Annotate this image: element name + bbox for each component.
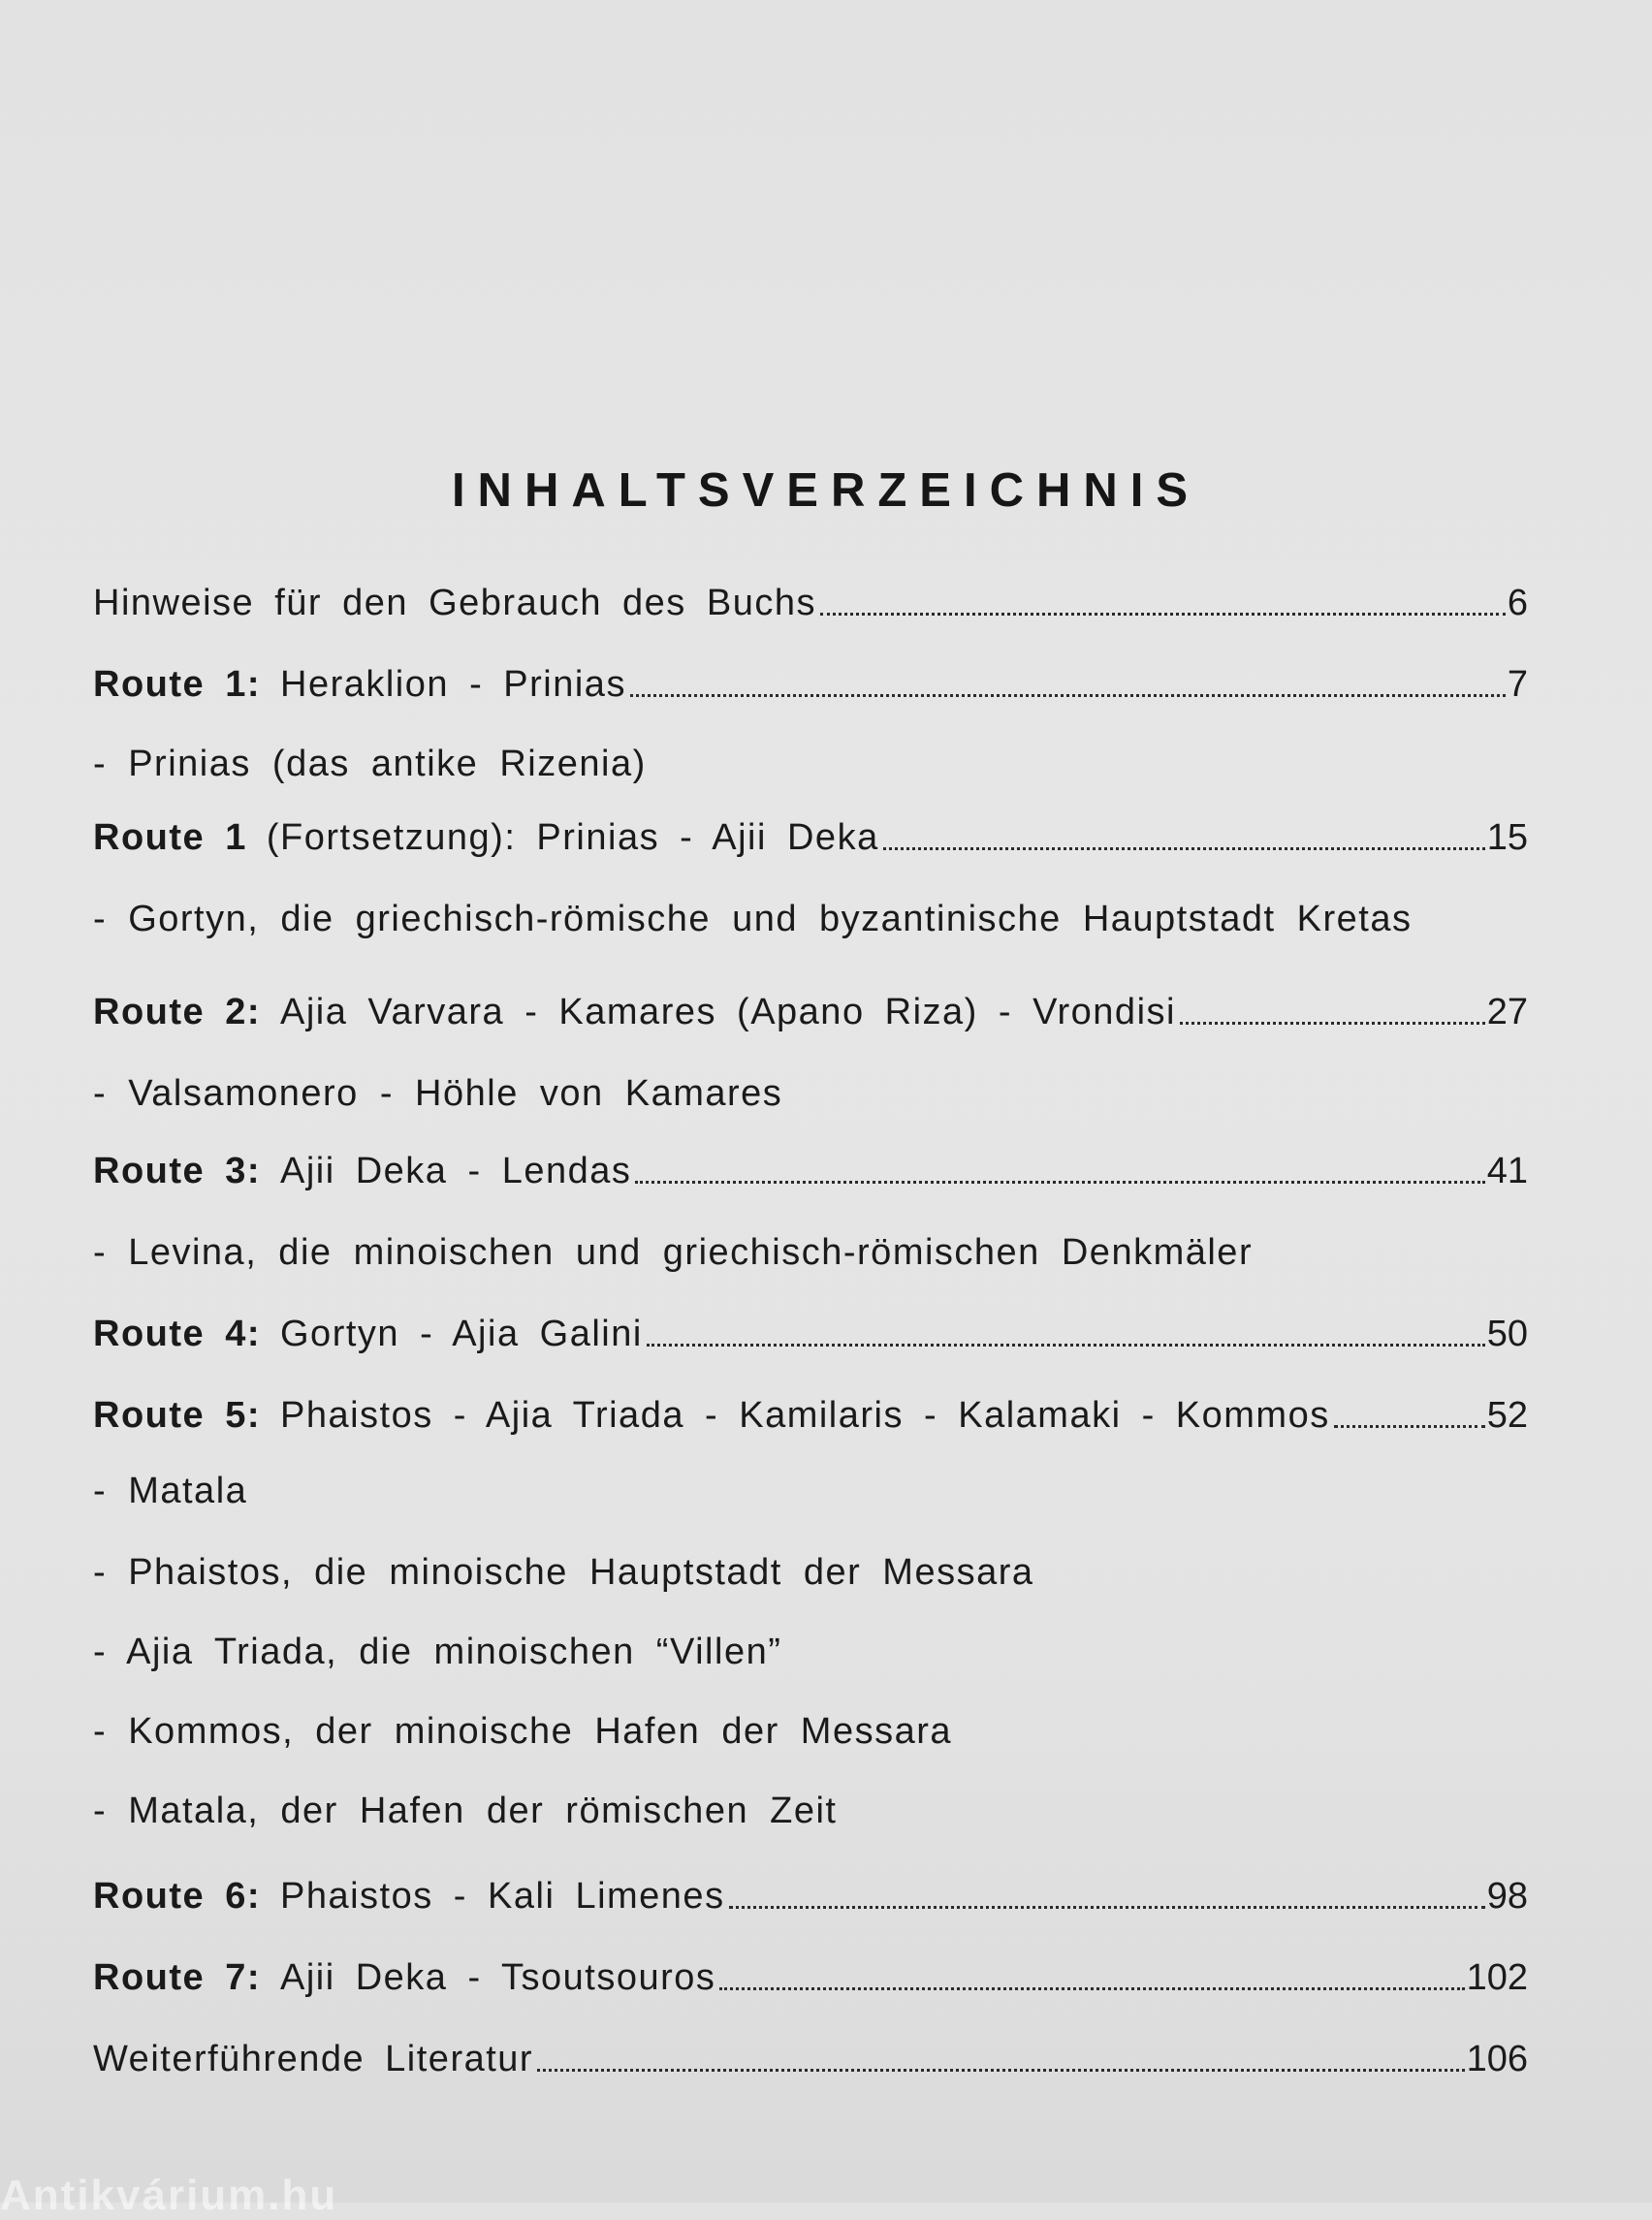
dot-leader: [729, 1906, 1485, 1909]
toc-page-number: 106: [1466, 2039, 1528, 2080]
toc-route-label: Route 6:: [93, 1876, 261, 1918]
toc-subentry: [93, 727, 1528, 785]
toc-entry-text: - Ajia Triada, die minoischen “Villen”: [93, 1632, 782, 1673]
toc-entry-text: - Phaistos, die minoische Hauptstadt der Messara: [93, 1552, 1034, 1594]
dot-leader: [719, 1987, 1464, 1990]
toc-entry-text: Ajii Deka - Lendas: [280, 1151, 632, 1192]
toc-route-label: Route 3:: [93, 1151, 261, 1192]
toc-page-number: 52: [1486, 1395, 1528, 1437]
toc-route-label: Route 1: [93, 817, 247, 859]
toc-entry: [93, 2022, 1528, 2080]
toc-page-number: 41: [1486, 1151, 1528, 1192]
toc-entry-text: - Kommos, der minoische Hafen der Messara: [93, 1711, 953, 1753]
toc-route-label: Route 5:: [93, 1395, 261, 1437]
toc-page-number: 27: [1486, 992, 1528, 1033]
dot-leader: [537, 2069, 1465, 2072]
toc-subentry: [93, 1454, 1528, 1512]
toc-entry-text: - Matala: [93, 1471, 248, 1512]
watermark: Antikvárium.hu: [0, 2172, 338, 2219]
toc-route-label: Route 4:: [93, 1314, 261, 1355]
toc-entry: [93, 975, 1528, 1033]
toc-page-number: 50: [1486, 1314, 1528, 1355]
dot-leader: [820, 613, 1506, 616]
toc-entry: [93, 1297, 1528, 1355]
toc-entry-text: Gortyn - Ajia Galini: [280, 1314, 643, 1355]
toc-entry-text: Phaistos - Ajia Triada - Kamilaris - Kalamaki - Kommos: [280, 1395, 1330, 1437]
dot-leader: [630, 694, 1506, 697]
toc-entry-text: - Gortyn, die griechisch-römische und byzantinische Hauptstadt Kretas: [93, 899, 1413, 940]
toc-entry-text: Heraklion - Prinias: [280, 664, 626, 706]
toc-subentry: [93, 1615, 1528, 1673]
toc-entry-text: Ajii Deka - Tsoutsouros: [280, 1957, 716, 1999]
toc-entry-text: Phaistos - Kali Limenes: [280, 1876, 725, 1918]
toc-entry: [93, 1859, 1528, 1918]
toc-page-number: 6: [1507, 583, 1528, 624]
toc-entry: [93, 1134, 1528, 1192]
dot-leader: [647, 1344, 1485, 1347]
toc-entry: [93, 566, 1528, 624]
page-title: INHALTSVERZEICHNIS: [451, 464, 1201, 517]
toc-subentry: [93, 1695, 1528, 1753]
toc-route-label: Route 7:: [93, 1957, 261, 1999]
toc-subentry: [93, 1536, 1528, 1594]
toc-entry-text: Hinweise für den Gebrauch des Buchs: [93, 583, 816, 624]
toc-entry: [93, 1379, 1528, 1437]
toc-route-label: Route 2:: [93, 992, 261, 1033]
dot-leader: [635, 1181, 1484, 1184]
toc-entry-text: - Matala, der Hafen der römischen Zeit: [93, 1791, 838, 1832]
toc-entry-text: - Prinias (das antike Rizenia): [93, 744, 647, 785]
toc-entry: [93, 1941, 1528, 1999]
toc-entry-text: - Valsamonero - Höhle von Kamares: [93, 1073, 783, 1115]
dot-leader: [1180, 1022, 1485, 1025]
toc-page-number: 102: [1466, 1957, 1528, 1999]
toc-subentry: [93, 1774, 1528, 1832]
toc-entry: [93, 801, 1528, 859]
toc-entry: [93, 648, 1528, 706]
toc-subentry: [93, 882, 1528, 940]
toc-page-number: 7: [1507, 664, 1528, 706]
dot-leader: [883, 847, 1485, 850]
toc-page-number: 15: [1486, 817, 1528, 859]
toc-entry-text: Ajia Varvara - Kamares (Apano Riza) - Vrondisi: [280, 992, 1176, 1033]
toc-entry-text: (Fortsetzung): Prinias - Ajii Deka: [266, 817, 879, 859]
toc-entry-text: - Levina, die minoischen und griechisch-römischen Denkmäler: [93, 1232, 1254, 1274]
toc-entry-text: Weiterführende Literatur: [93, 2039, 534, 2080]
dot-leader: [1334, 1425, 1485, 1428]
toc-subentry: [93, 1216, 1528, 1274]
toc-route-label: Route 1:: [93, 664, 261, 706]
toc-page-number: 98: [1486, 1876, 1528, 1918]
toc-subentry: [93, 1057, 1528, 1115]
